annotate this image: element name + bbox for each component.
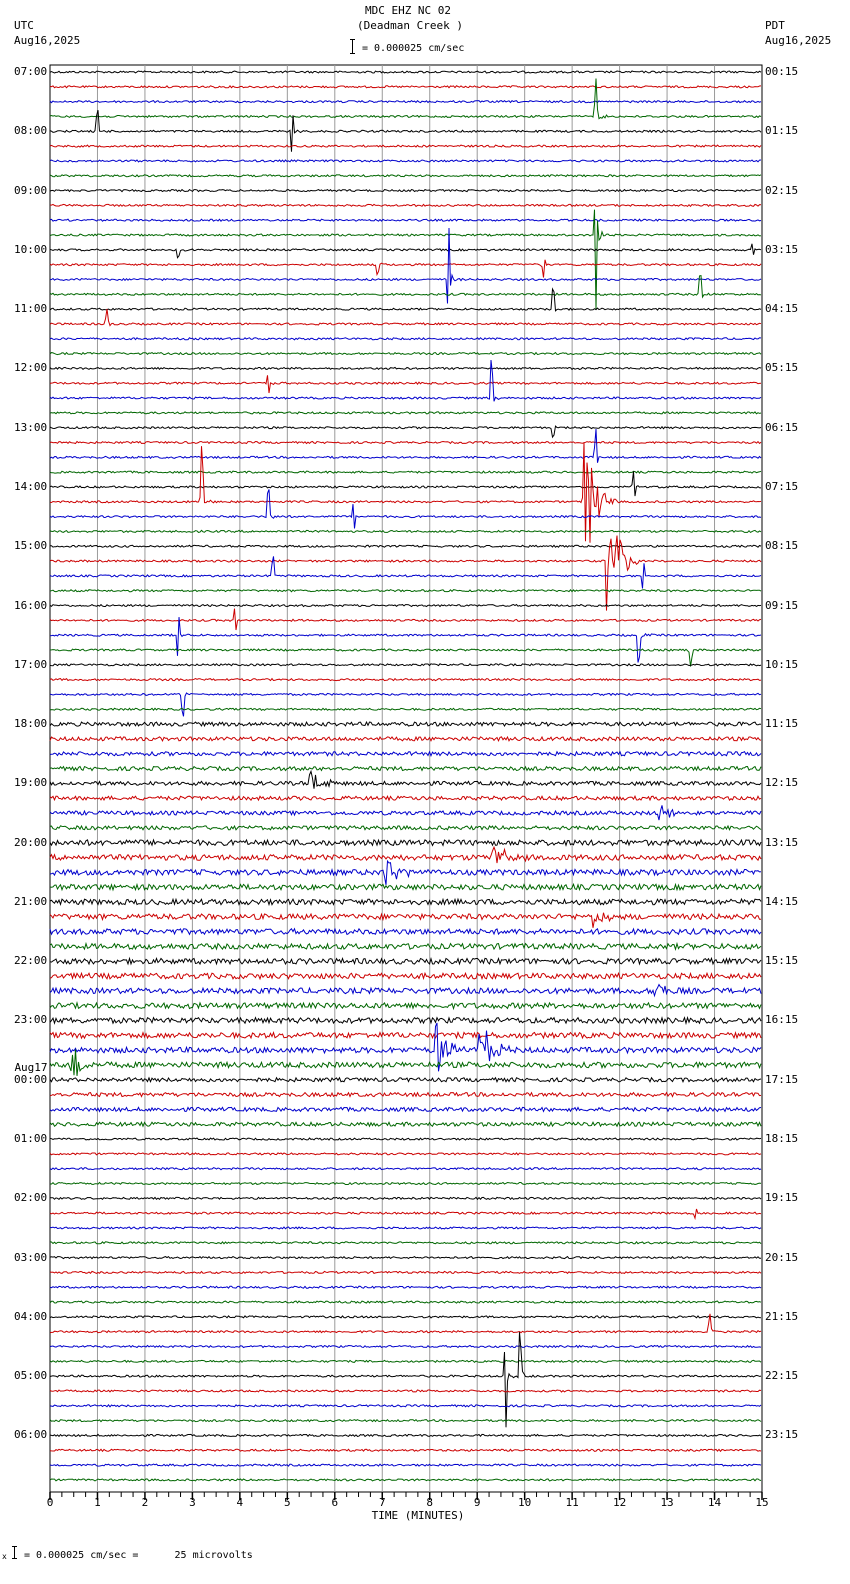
- trace-row: [50, 913, 761, 928]
- trace-row: [50, 1033, 761, 1039]
- trace-row: [50, 1197, 761, 1199]
- trace-row: [50, 426, 761, 437]
- pdt-hour-label: 00:15: [765, 65, 799, 78]
- right-timezone: PDT: [765, 19, 785, 32]
- footer-scale-text: = 0.000025 cm/sec = 25 microvolts: [24, 1550, 253, 1561]
- trace-row: [50, 1227, 761, 1229]
- trace-row: [50, 617, 761, 662]
- trace-row: [50, 545, 761, 547]
- trace-row: [50, 353, 761, 355]
- trace-row: [50, 605, 761, 607]
- utc-hour-label: 11:00: [14, 302, 48, 316]
- trace-row: [50, 679, 761, 681]
- x-tick-label: 2: [141, 1496, 149, 1509]
- utc-hour-label: 23:00: [14, 1013, 48, 1027]
- trace-row: [50, 190, 761, 192]
- trace-row: [50, 244, 761, 258]
- x-tick-label: 12: [612, 1496, 627, 1509]
- trace-row: [50, 375, 761, 393]
- pdt-hour-label: 17:15: [765, 1072, 799, 1086]
- right-date: Aug16,2025: [765, 34, 832, 47]
- trace-row: [50, 1122, 761, 1126]
- trace-row: [50, 471, 761, 496]
- trace-row: [50, 649, 761, 667]
- utc-hour-label: 02:00: [14, 1191, 48, 1205]
- x-tick-label: 10: [518, 1496, 532, 1509]
- trace-row: [50, 708, 761, 710]
- trace-row: [50, 958, 761, 964]
- x-axis-label: TIME (MINUTES): [371, 1509, 465, 1522]
- trace-row: [50, 664, 761, 666]
- trace-row: [50, 442, 761, 444]
- trace-row: [50, 338, 761, 340]
- left-date: Aug16,2025: [14, 34, 81, 47]
- trace-row: [50, 1271, 761, 1273]
- trace-row: [50, 737, 761, 741]
- pdt-hour-label: 01:15: [765, 124, 799, 138]
- trace-row: [50, 360, 761, 401]
- footer-prefix: x: [2, 1552, 7, 1561]
- trace-row: [50, 1093, 761, 1097]
- trace-row: [50, 175, 761, 177]
- date-change-label: Aug17: [14, 1061, 48, 1074]
- trace-row: [50, 1209, 761, 1218]
- pdt-hour-label: 15:15: [765, 954, 799, 968]
- trace-row: [50, 471, 761, 473]
- trace-row: [50, 1405, 761, 1407]
- trace-row: [50, 985, 761, 996]
- trace-row: [50, 1183, 761, 1185]
- trace-row: [50, 752, 761, 756]
- trace-row: [50, 1153, 761, 1155]
- trace-row: [50, 1168, 761, 1170]
- x-tick-label: 1: [94, 1496, 101, 1509]
- pdt-hour-label: 11:15: [765, 717, 799, 731]
- pdt-hour-label: 20:15: [765, 1250, 799, 1264]
- trace-row: [50, 71, 761, 73]
- trace-row: [50, 693, 761, 716]
- x-tick-label: 9: [473, 1496, 481, 1509]
- pdt-hour-label: 10:15: [765, 657, 799, 671]
- pdt-hour-label: 04:15: [765, 302, 799, 316]
- trace-row: [50, 289, 761, 311]
- trace-row: [50, 412, 761, 414]
- trace-row: [50, 228, 761, 304]
- trace-row: [50, 826, 761, 830]
- pdt-hour-label: 03:15: [765, 242, 799, 256]
- utc-hour-label: 07:00: [14, 65, 48, 78]
- trace-row: [50, 884, 761, 890]
- pdt-hour-label: 21:15: [765, 1309, 799, 1323]
- utc-hour-label: 20:00: [14, 835, 48, 849]
- trace-row: [50, 1346, 761, 1348]
- station-title: MDC EHZ NC 02: [364, 4, 452, 17]
- trace-row: [50, 861, 761, 885]
- pdt-hour-label: 19:15: [765, 1191, 799, 1205]
- utc-hour-label: 09:00: [14, 183, 48, 197]
- pdt-hour-label: 16:15: [765, 1013, 799, 1027]
- utc-hour-label: 18:00: [14, 717, 48, 731]
- x-tick-label: 6: [331, 1496, 339, 1509]
- trace-row: [50, 899, 761, 905]
- utc-hour-label: 03:00: [14, 1250, 48, 1264]
- trace-row: [50, 796, 761, 800]
- pdt-hour-label: 13:15: [765, 835, 799, 849]
- trace-row: [50, 160, 761, 162]
- utc-hour-label: 16:00: [14, 598, 48, 612]
- pdt-hour-label: 07:15: [765, 479, 799, 493]
- pdt-hour-label: 05:15: [765, 361, 799, 375]
- pdt-hour-label: 22:15: [765, 1369, 799, 1383]
- trace-row: [50, 86, 761, 88]
- trace-group: [50, 71, 761, 1481]
- trace-row: [50, 840, 761, 846]
- trace-row: [50, 1257, 761, 1259]
- trace-row: [50, 489, 761, 528]
- x-tick-label: 3: [189, 1496, 196, 1509]
- pdt-hour-label: 06:15: [765, 420, 799, 434]
- x-tick-label: 14: [707, 1496, 722, 1509]
- site-name: (Deadman Creek ): [357, 19, 463, 32]
- trace-row: [50, 771, 761, 788]
- utc-hour-label: 05:00: [14, 1369, 48, 1383]
- pdt-hour-label: 18:15: [765, 1132, 799, 1146]
- footer-scale-bar-icon: [14, 1546, 15, 1559]
- trace-row: [50, 309, 761, 326]
- utc-hour-label: 12:00: [14, 361, 48, 375]
- trace-row: [50, 367, 761, 369]
- trace-row: [50, 1078, 761, 1082]
- trace-row: [50, 1434, 761, 1436]
- pdt-hour-label: 09:15: [765, 598, 799, 612]
- trace-row: [50, 609, 761, 630]
- pdt-hour-label: 23:15: [765, 1428, 799, 1442]
- trace-row: [50, 590, 761, 592]
- pdt-hour-label: 02:15: [765, 183, 799, 197]
- pdt-hour-label: 14:15: [765, 894, 799, 908]
- left-timezone: UTC: [14, 19, 34, 32]
- utc-hour-label: 13:00: [14, 420, 48, 434]
- x-tick-label: 15: [755, 1496, 769, 1509]
- trace-row: [50, 1242, 761, 1244]
- trace-row: [50, 1003, 761, 1009]
- utc-hour-label: 08:00: [14, 124, 48, 138]
- trace-row: [50, 1390, 761, 1392]
- trace-row: [50, 847, 761, 863]
- trace-row: [50, 944, 761, 950]
- utc-hour-label: 10:00: [14, 242, 48, 256]
- trace-row: [50, 1316, 761, 1318]
- pdt-hour-label: 08:15: [765, 539, 799, 553]
- trace-row: [50, 1286, 761, 1288]
- x-tick-label: 4: [236, 1496, 244, 1509]
- trace-row: [50, 145, 761, 147]
- utc-hour-label: 17:00: [14, 657, 48, 671]
- utc-hour-label: 21:00: [14, 894, 48, 908]
- trace-row: [50, 1301, 761, 1303]
- x-tick-label: 0: [46, 1496, 54, 1509]
- x-axis: [50, 1492, 762, 1500]
- trace-row: [50, 530, 761, 532]
- x-tick-label: 5: [284, 1496, 291, 1509]
- x-tick-label: 11: [565, 1496, 579, 1509]
- trace-row: [50, 1464, 761, 1466]
- trace-row: [50, 929, 761, 935]
- trace-row: [50, 1449, 761, 1451]
- utc-hour-label: 15:00: [14, 539, 48, 553]
- trace-row: [50, 1420, 761, 1422]
- scale-text: = 0.000025 cm/sec: [362, 43, 465, 54]
- utc-hour-label: 00:00: [14, 1072, 48, 1086]
- trace-row: [50, 805, 761, 820]
- trace-row: [50, 1360, 761, 1362]
- utc-hour-label: 06:00: [14, 1428, 48, 1442]
- trace-row: [50, 260, 761, 278]
- trace-row: [50, 204, 761, 206]
- utc-hour-label: 22:00: [14, 954, 48, 968]
- x-tick-label: 13: [660, 1496, 674, 1509]
- utc-hour-label: 19:00: [14, 776, 48, 790]
- trace-row: [50, 973, 761, 979]
- utc-hour-label: 04:00: [14, 1309, 48, 1323]
- trace-row: [50, 429, 761, 463]
- trace-row: [50, 79, 761, 119]
- x-tick-label: 7: [378, 1496, 386, 1509]
- trace-row: [50, 1018, 761, 1024]
- trace-row: [50, 219, 761, 221]
- trace-row: [50, 722, 761, 726]
- trace-row: [50, 1138, 761, 1140]
- utc-hour-label: 14:00: [14, 479, 48, 493]
- trace-row: [50, 1050, 761, 1076]
- trace-row: [50, 101, 761, 103]
- utc-hour-label: 01:00: [14, 1132, 48, 1146]
- trace-row: [50, 1107, 761, 1111]
- x-tick-label: 8: [426, 1496, 434, 1509]
- trace-row: [50, 1479, 761, 1481]
- trace-row: [50, 767, 761, 771]
- pdt-hour-label: 12:15: [765, 776, 799, 790]
